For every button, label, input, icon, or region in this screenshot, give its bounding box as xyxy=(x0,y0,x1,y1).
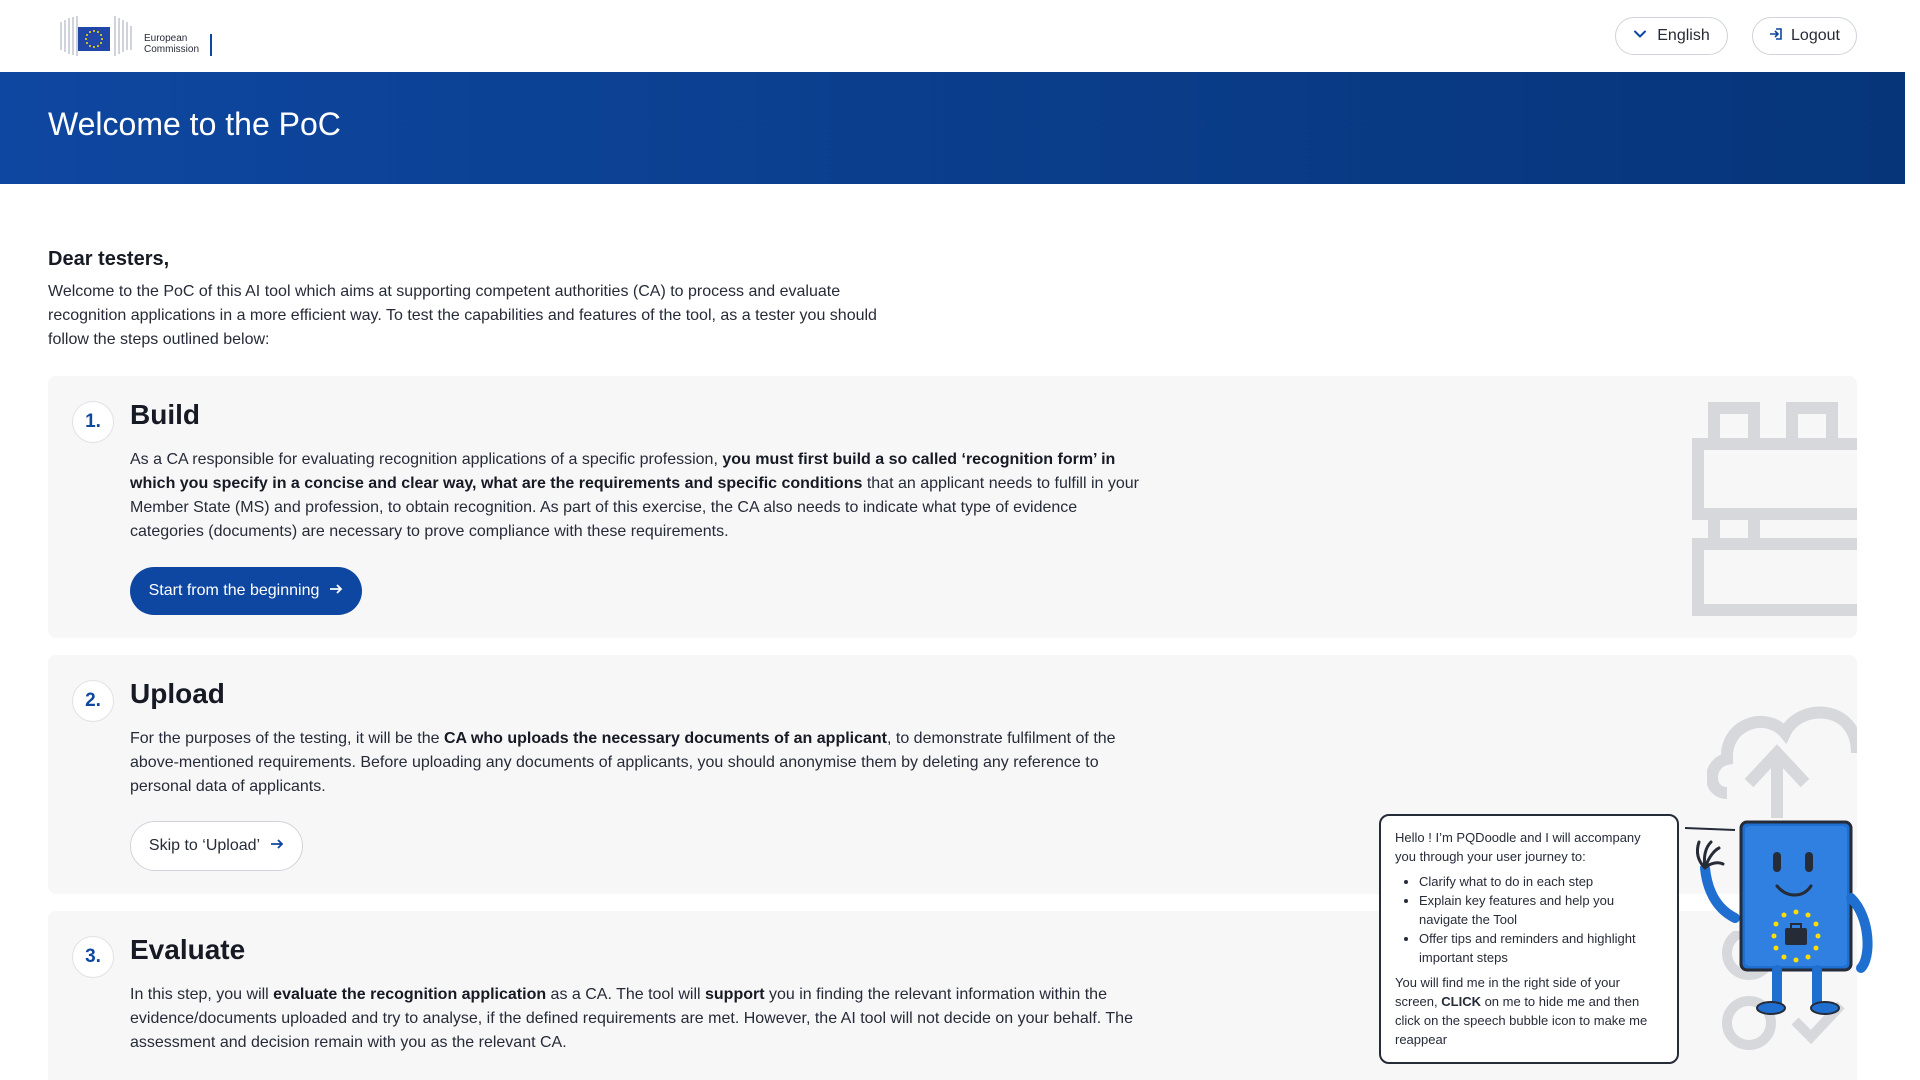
list-item: • Explain key features and help you navigate the Tool xyxy=(1419,891,1663,929)
step-number: 3. xyxy=(72,936,114,978)
step-description: In this step, you will evaluate the recognition application as a CA. The tool will support you in finding the relevant information within the evidence/documents uploaded and try to analyse, if the defined requirements are met. However, the AI tool will not decide on your behalf. The assessment and decision remain with you as the relevant CA. xyxy=(130,986,1133,1051)
european-commission-logo[interactable] xyxy=(58,14,215,58)
page-title: Welcome to the PoC xyxy=(48,106,341,142)
step-description: As a CA responsible for evaluating recognition applications of a specific profession, you must first build a so called ‘recognition form’ in which you specify in a concise and clear way, what are the requirements and specific conditions that an applicant needs to fulfill in your Member State (MS) and profession, to obtain recognition. As part of this exercise, the CA also needs to indicate what type of evidence categories (documents) are necessary to prove compliance with these requirements. xyxy=(130,451,1139,540)
language-selector[interactable] xyxy=(1615,17,1728,55)
step-card-build xyxy=(48,376,1857,638)
logo-text-line1: European xyxy=(144,33,188,44)
step-title: Evaluate xyxy=(130,934,246,965)
logo-text-line2: Commission xyxy=(144,44,200,55)
start-from-beginning-button[interactable] xyxy=(130,567,362,615)
build-blocks-icon xyxy=(1692,400,1857,616)
button-label: Start from the beginning xyxy=(148,582,320,599)
step-title: Upload xyxy=(130,678,225,709)
arrow-right-icon xyxy=(329,582,343,601)
page-banner xyxy=(0,72,1905,184)
doodle-intro: Hello ! I’m PQDoodle and I will accompany you through your user journey to: xyxy=(1395,830,1641,864)
logout-label: Logout xyxy=(1791,27,1840,44)
chevron-down-icon xyxy=(1633,27,1647,46)
doodle-speech-bubble[interactable] xyxy=(1379,814,1679,1064)
step-title: Build xyxy=(130,399,200,430)
language-label: English xyxy=(1657,27,1710,44)
doodle-list xyxy=(1419,872,1663,967)
intro-title: Dear testers, xyxy=(48,248,170,270)
logout-button[interactable] xyxy=(1752,17,1857,55)
arrow-right-icon xyxy=(270,837,284,856)
step-number: 1. xyxy=(72,401,114,443)
doodle-note: You will find me in the right side of your screen, CLICK on me to hide me and then click on the speech bubble icon to make me reappear xyxy=(1395,975,1648,1047)
list-item: • Clarify what to do in each step xyxy=(1419,872,1663,891)
logout-icon xyxy=(1769,27,1783,46)
step-description: For the purposes of the testing, it will be the CA who uploads the necessary documents of an applicant, to demonstrate fulfilment of the above-mentioned requirements. Before uploading any documents of applicants, you should anonymise them by deleting any reference to personal data of applicants. xyxy=(130,730,1116,795)
step-number: 2. xyxy=(72,680,114,722)
intro-text: Welcome to the PoC of this AI tool which aims at supporting competent authorities (CA) to process and evaluate recognition applications in a more efficient way. To test the capabilities and features of the tool, as a tester you should follow the steps outlined below: xyxy=(48,283,877,348)
pqdoodle-character[interactable] xyxy=(1685,808,1885,1018)
list-item: • Offer tips and reminders and highlight important steps xyxy=(1419,929,1663,967)
skip-to-upload-button[interactable] xyxy=(130,821,303,871)
site-header xyxy=(0,0,1905,72)
button-label: Skip to ‘Upload’ xyxy=(148,837,261,854)
